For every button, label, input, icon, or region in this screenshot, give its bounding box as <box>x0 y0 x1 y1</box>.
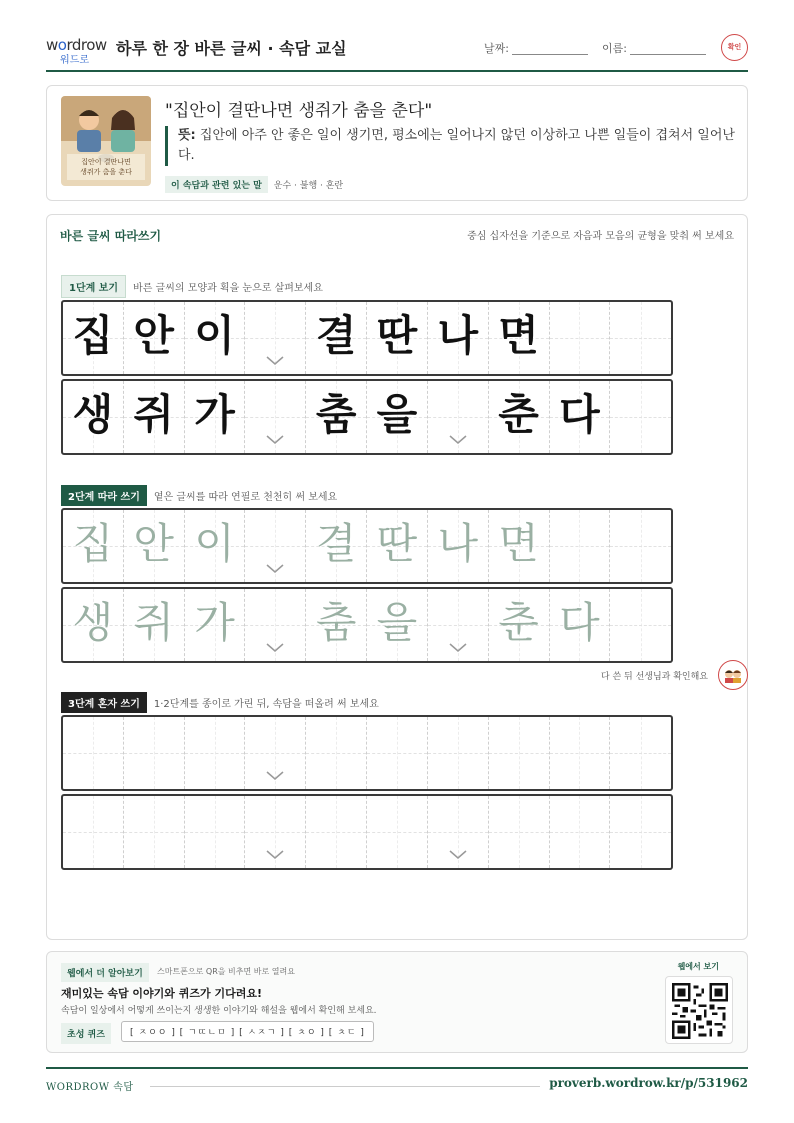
grid-char: 집 <box>72 311 114 360</box>
qr-label: 웹에서 보기 <box>677 962 719 971</box>
grid-char: 을 <box>376 598 418 647</box>
grid-cell-space[interactable] <box>245 510 306 582</box>
grid-char: 춘 <box>498 390 539 439</box>
page-header <box>46 32 748 72</box>
grid-cell-space[interactable] <box>550 510 611 582</box>
confirm-text: 다 쓴 뒤 선생님과 확인해요 <box>600 671 708 682</box>
thumb-caption-2: 생쥐가 춤을 춘다 <box>80 168 132 176</box>
page-title: 하루 한 장 바른 글씨 · 속담 교실 <box>116 39 347 58</box>
grid-cell[interactable] <box>306 717 367 789</box>
grid-cell-space[interactable] <box>245 796 306 868</box>
grid-cell[interactable] <box>63 589 124 661</box>
grid-cell[interactable] <box>428 510 489 582</box>
grid-cell[interactable] <box>306 796 367 868</box>
grid-cell-space <box>610 381 671 453</box>
proverb-card <box>46 85 748 201</box>
related-words <box>165 176 343 193</box>
grid-cell <box>367 302 428 374</box>
grid-cell <box>367 381 428 453</box>
grid-cell-space[interactable] <box>550 717 611 789</box>
related-label: 이 속담과 관련 있는 말 <box>165 176 268 193</box>
step-1-desc: 바른 글씨의 모양과 획을 눈으로 살펴보세요 <box>133 283 323 294</box>
name-label: 이름: <box>602 42 627 55</box>
wordrow-logo-sub: 워드로 <box>60 55 89 66</box>
grid-cell[interactable] <box>185 589 246 661</box>
meaning-text: 집안에 아주 안 좋은 일이 생기면, 평소에는 일어나지 않던 이상하고 나쁜 일들이 겹쳐서 일어난다. <box>178 128 735 163</box>
grid-char: 딴 <box>376 519 418 568</box>
practice-note: 중심 십자선을 기준으로 자음과 모음의 균형을 맞춰 써 보세요 <box>467 231 734 242</box>
web-more-box <box>46 951 748 1053</box>
grid-cell[interactable] <box>489 589 550 661</box>
grid-char: 쥐 <box>133 598 174 647</box>
grid-cell[interactable] <box>428 717 489 789</box>
footer-brand: WORDROW 속담 <box>46 1082 134 1093</box>
grid-char: 안 <box>133 519 174 568</box>
grid-char: 다 <box>559 598 600 647</box>
grid-char: 나 <box>437 311 479 360</box>
word-space-icon <box>266 356 284 366</box>
meaning-label: 뜻: <box>178 128 196 143</box>
grid-cell[interactable] <box>185 717 246 789</box>
grid-char: 가 <box>194 390 235 439</box>
step-2-badge: 2단계 따라 쓰기 <box>61 485 147 506</box>
grid-char: 안 <box>133 311 174 360</box>
grid-cell-space <box>245 381 306 453</box>
grid-cell <box>306 302 367 374</box>
grid-cell-space <box>245 302 306 374</box>
grid-cell[interactable] <box>489 717 550 789</box>
grid-char: 춘 <box>498 598 539 647</box>
grid-char: 다 <box>559 390 600 439</box>
grid-cell-space[interactable] <box>245 589 306 661</box>
grid-cell[interactable] <box>367 589 428 661</box>
quiz-label: 초성 퀴즈 <box>61 1023 111 1044</box>
grid-char: 생 <box>72 390 114 439</box>
grid-cell <box>428 302 489 374</box>
grid-cell <box>489 302 550 374</box>
grid-cell <box>63 381 124 453</box>
date-label: 날짜: <box>484 42 509 55</box>
grid-cell <box>489 381 550 453</box>
grid-cell[interactable] <box>124 717 185 789</box>
wordrow-logo[interactable]: wordrow <box>46 36 107 54</box>
grid-cell[interactable] <box>185 510 246 582</box>
grid-cell[interactable] <box>489 796 550 868</box>
practice-section <box>46 214 748 940</box>
check-stamp: 확인 <box>721 34 748 61</box>
step-3-desc: 1·2단계를 종이로 가린 뒤, 속담을 떠올려 써 보세요 <box>153 699 379 710</box>
grid-char: 춤 <box>315 390 357 439</box>
grid-cell-space <box>428 381 489 453</box>
grid-char: 딴 <box>376 311 418 360</box>
grid-cell[interactable] <box>124 510 185 582</box>
word-space-icon <box>449 435 467 445</box>
grid-cell[interactable] <box>306 589 367 661</box>
grid-cell-space <box>610 302 671 374</box>
grid-cell <box>550 381 611 453</box>
step-3 <box>61 692 379 713</box>
footer-divider <box>150 1086 540 1087</box>
grid-char: 결 <box>315 311 357 360</box>
practice-row[interactable] <box>61 508 673 584</box>
name-field[interactable] <box>630 54 706 55</box>
grid-cell-space[interactable] <box>610 796 671 868</box>
grid-cell-space[interactable] <box>610 589 671 661</box>
word-space-icon <box>266 643 284 653</box>
step-2-desc: 옅은 글씨를 따라 연필로 천천히 써 보세요 <box>153 492 338 503</box>
grid-cell <box>185 302 246 374</box>
word-space-icon <box>266 435 284 445</box>
word-space-icon <box>449 643 467 653</box>
grid-char: 집 <box>72 519 114 568</box>
grid-cell[interactable] <box>185 796 246 868</box>
grid-char: 나 <box>437 519 479 568</box>
grid-cell[interactable] <box>63 510 124 582</box>
grid-cell[interactable] <box>63 796 124 868</box>
grid-cell[interactable] <box>550 589 611 661</box>
grid-char: 면 <box>498 519 539 568</box>
footer-url[interactable]: proverb.wordrow.kr/p/531962 <box>549 1076 748 1090</box>
word-space-icon <box>266 564 284 574</box>
chosung-quiz: [ ㅈㅇㅇ ] [ ㄱㄸㄴㅁ ] [ ㅅㅈㄱ ] [ ㅊㅇ ] [ ㅊㄷ ] <box>121 1021 374 1042</box>
web-headline: 재미있는 속담 이야기와 퀴즈가 기다려요! <box>61 987 262 1000</box>
word-space-icon <box>266 850 284 860</box>
grid-char: 쥐 <box>133 390 174 439</box>
grid-cell[interactable] <box>489 510 550 582</box>
practice-row[interactable] <box>61 587 673 663</box>
practice-row[interactable] <box>61 715 673 791</box>
grid-cell-space <box>550 302 611 374</box>
step-3-badge: 3단계 혼자 쓰기 <box>61 692 147 713</box>
grid-cell[interactable] <box>306 510 367 582</box>
thumb-caption-1: 집안이 결딴나면 <box>81 158 131 166</box>
word-space-icon <box>266 771 284 781</box>
grid-cell[interactable] <box>124 589 185 661</box>
grid-cell <box>124 381 185 453</box>
grid-char: 생 <box>72 598 114 647</box>
grid-cell <box>306 381 367 453</box>
teacher-confirm <box>601 660 748 690</box>
grid-cell[interactable] <box>367 796 428 868</box>
grid-char: 춤 <box>315 598 357 647</box>
grid-cell[interactable] <box>63 717 124 789</box>
grid-cell[interactable] <box>550 796 611 868</box>
meaning-box <box>165 126 735 166</box>
grid-char: 을 <box>376 390 418 439</box>
web-tag-note: 스마트폰으로 QR을 비추면 바로 열려요 <box>157 967 295 976</box>
grid-cell-space[interactable] <box>610 717 671 789</box>
grid-cell-space[interactable] <box>428 589 489 661</box>
practice-row[interactable] <box>61 794 673 870</box>
grid-cell[interactable] <box>124 796 185 868</box>
grid-cell-space[interactable] <box>610 510 671 582</box>
proverb-illustration <box>61 96 151 186</box>
grid-char: 가 <box>194 598 235 647</box>
grid-cell <box>124 302 185 374</box>
grid-cell <box>185 381 246 453</box>
grid-char: 면 <box>498 311 539 360</box>
practice-title: 바른 글씨 따라쓰기 <box>60 229 162 243</box>
teacher-stamp-icon <box>718 660 748 690</box>
date-field[interactable] <box>512 54 588 55</box>
grid-char: 결 <box>315 519 357 568</box>
web-desc: 속담이 일상에서 어떻게 쓰이는지 생생한 이야기와 해설을 웹에서 확인해 보세요. <box>61 1006 377 1016</box>
word-space-icon <box>449 850 467 860</box>
meaning <box>178 126 735 166</box>
page-footer <box>46 1067 748 1093</box>
grid-cell[interactable] <box>367 717 428 789</box>
step-2 <box>61 485 337 506</box>
grid-cell <box>63 302 124 374</box>
grid-char: 이 <box>194 519 235 568</box>
related-words-text: 운수 · 불행 · 혼란 <box>273 181 344 191</box>
grid-cell-space[interactable] <box>245 717 306 789</box>
grid-cell-space[interactable] <box>428 796 489 868</box>
qr-code-icon[interactable] <box>665 976 733 1044</box>
step-1-badge: 1단계 보기 <box>61 275 126 298</box>
proverb-text: "집안이 결딴나면 생쥐가 춤을 춘다" <box>165 101 433 121</box>
web-tag: 웹에서 더 알아보기 <box>61 963 149 982</box>
grid-char: 이 <box>194 311 235 360</box>
step-1 <box>61 275 323 298</box>
practice-row <box>61 300 673 376</box>
practice-row <box>61 379 673 455</box>
grid-cell[interactable] <box>367 510 428 582</box>
